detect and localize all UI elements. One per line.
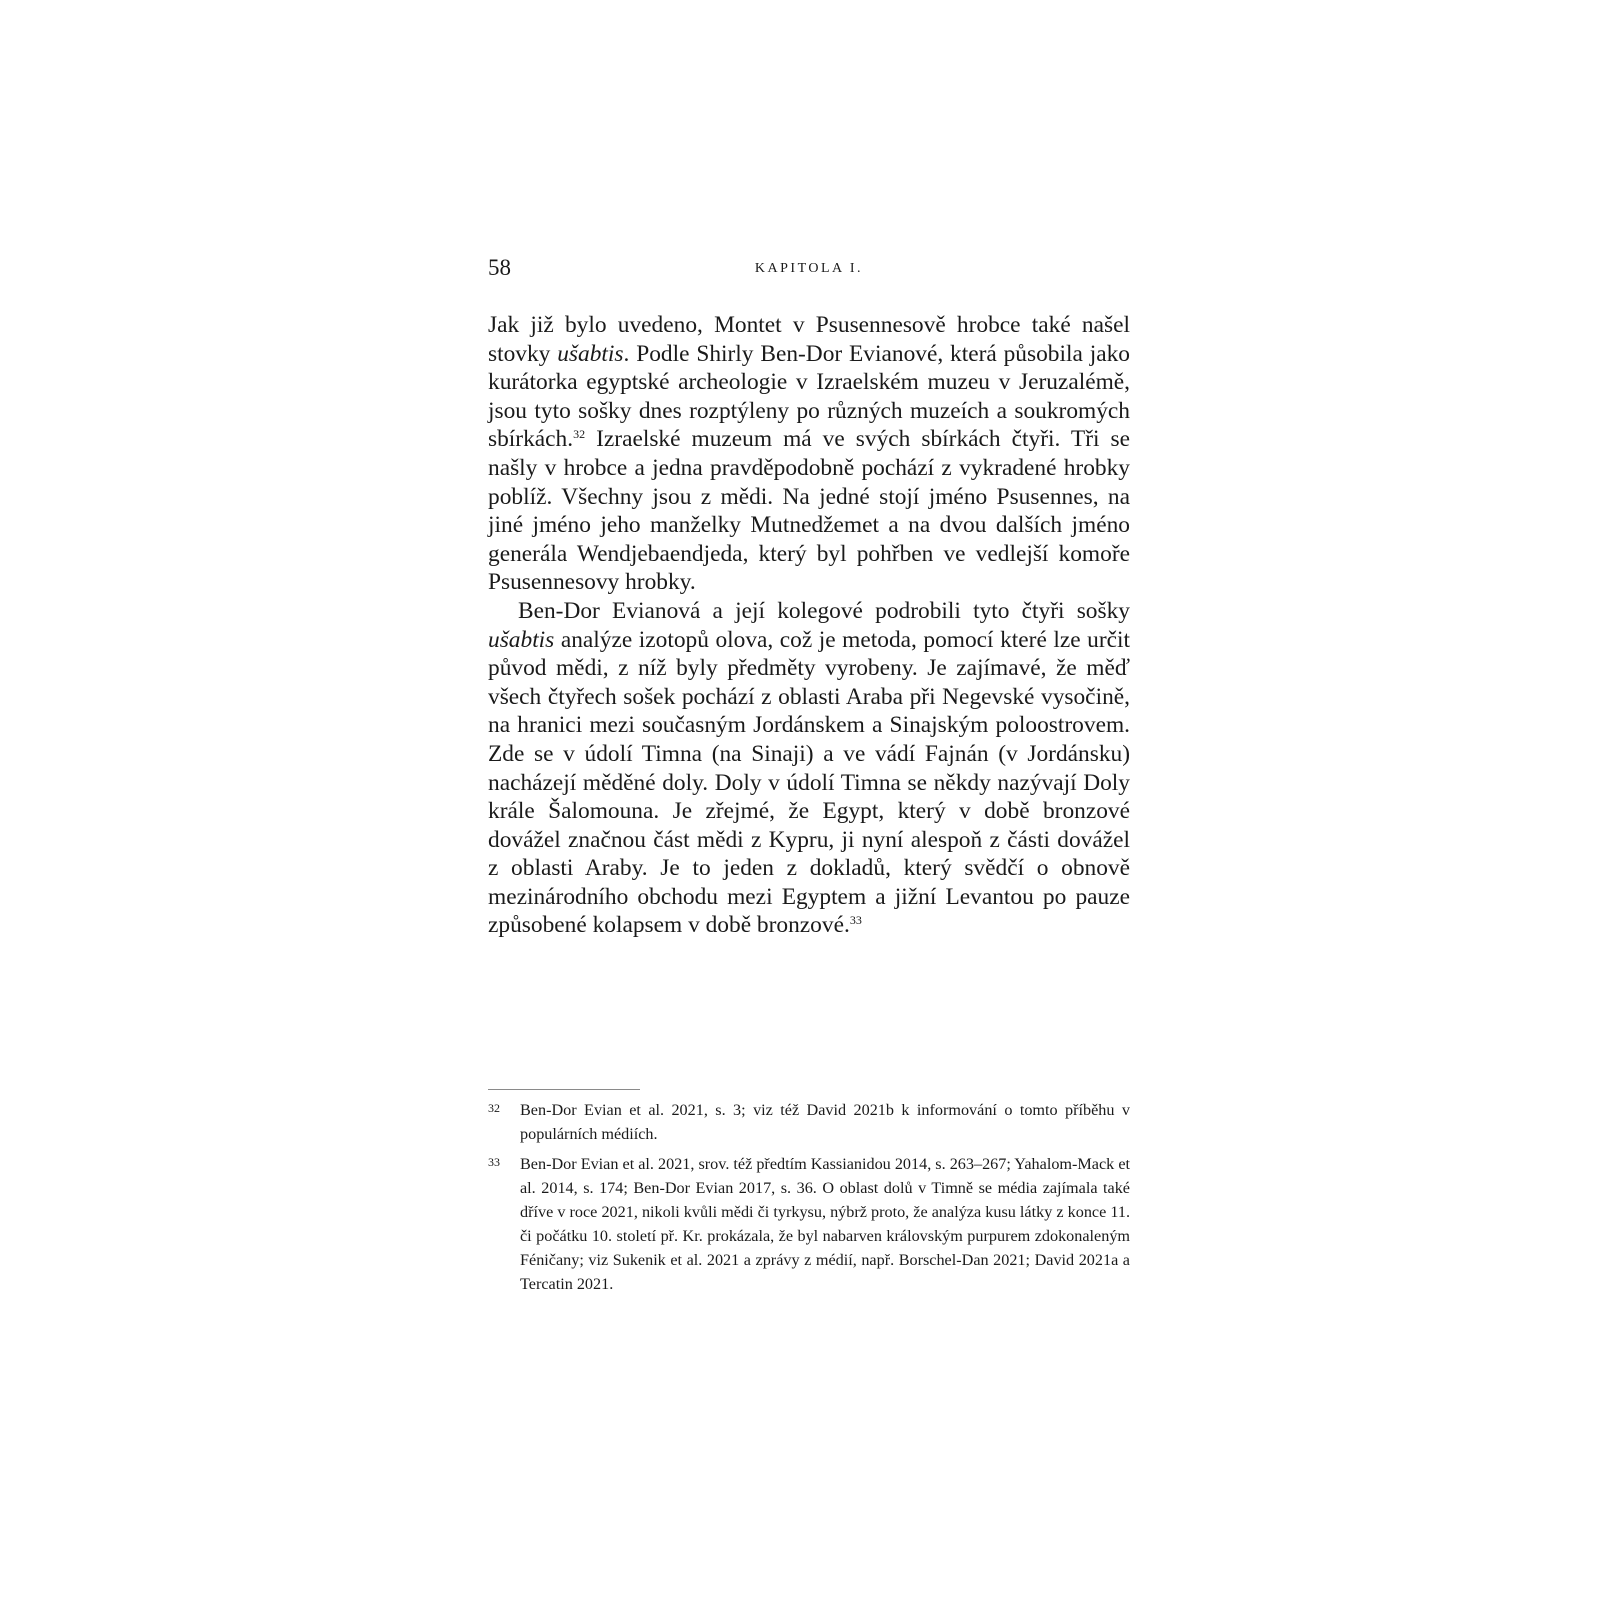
body-text: [488, 311, 1130, 940]
footnotes: [488, 1098, 1130, 1302]
paragraph-2-text-a: Ben-Dor Evianová a její kolegové podrobili tyto čtyři sošky: [518, 597, 1130, 624]
paragraph-1-text-c: Izraelské muzeum má ve svých sbírkách čtyři. Tři se našly v hrobce a jedna pravděpodobně pochází z vykradené hrobky poblíž. Všechny jsou z mědi. Na jedné stojí jméno Psusennes, na jiné jméno jeho manželky Mutnedžemet a na dvou dalších jméno generála Wendjebaendjeda, který byl pohřben ve vedlejší komoře Psusennesovy hrobky.: [488, 426, 1130, 596]
paragraph-2-text-b: analýze izotopů olova, což je metoda, pomocí které lze určit původ mědi, z níž byly předměty vyrobeny. Je zajímavé, že měď všech čtyřech sošek pochází z oblasti Araba při Negevské vysočině, na hranici mezi současným Jordánskem a Sinajským poloostrovem. Zde se v údolí Timna (na Sinaji) a ve vádí Fajnán (v Jordánsku) nacházejí měděné doly. Doly v údolí Timna se někdy nazývají Doly krále Šalomouna. Je zřejmé, že Egypt, který v době bronzové dovážel značnou část mědi z Kypru, ji nyní alespoň z části dovážel z oblasti Araby. Je to jeden z dokladů, který svědčí o obnově mezinárodního obchodu mezi Egyptem a jižní Levantou po pauze způsobené kolapsem v době bronzové.: [488, 626, 1130, 939]
book-page: [488, 255, 1130, 1293]
page-number: 58: [488, 255, 511, 280]
term-usabtis: ušabtis: [557, 340, 624, 367]
footnote-text: Ben-Dor Evian et al. 2021, s. 3; viz též David 2021b k informování o tomto příběhu v populárních médiích.: [520, 1101, 1130, 1143]
footnote-33: [488, 1152, 1130, 1296]
footnote-text: Ben-Dor Evian et al. 2021, srov. též předtím Kassianidou 2014, s. 263–267; Yahalom-Mack et al. 2014, s. 174; Ben-Dor Evian 2017, s. 36. O oblast dolů v Timně se média zajímala také dříve v roce 2021, nikoli kvůli mědi či tyrkysu, nýbrž proto, že analýza kusu látky z konce 11. či počátku 10. století př. Kr. prokázala, že byl nabarven královským purpurem zdokonaleným Féničany; viz Sukenik et al. 2021 a zprávy z médií, např. Borschel-Dan 2021; David 2021a a Tercatin 2021.: [520, 1155, 1130, 1293]
running-head: [488, 255, 1130, 295]
paragraph-1: [488, 311, 1130, 597]
footnote-divider: [488, 1089, 640, 1090]
footnote-ref-32[interactable]: 32: [573, 427, 586, 442]
footnote-number: 33: [488, 1155, 500, 1169]
chapter-title: KAPITOLA I.: [754, 261, 864, 276]
paragraph-2: [488, 597, 1130, 940]
footnote-ref-33[interactable]: 33: [849, 913, 862, 928]
paragraph-1-text-b: . Podle Shirly Ben-Dor Evianové, která působila jako kurátorka egyptské archeologie v Izraelském muzeu v Jeruzalémě, jsou tyto sošky dnes rozptýleny po různých muzeích a soukromých sbírkách.: [488, 340, 1130, 453]
term-usabtis: ušabtis: [488, 626, 555, 653]
footnote-32: [488, 1098, 1130, 1146]
footnote-number: 32: [488, 1101, 500, 1115]
paragraph-1-text-a: Jak již bylo uvedeno, Montet v Psusennesově hrobce také našel stovky: [488, 312, 1130, 367]
